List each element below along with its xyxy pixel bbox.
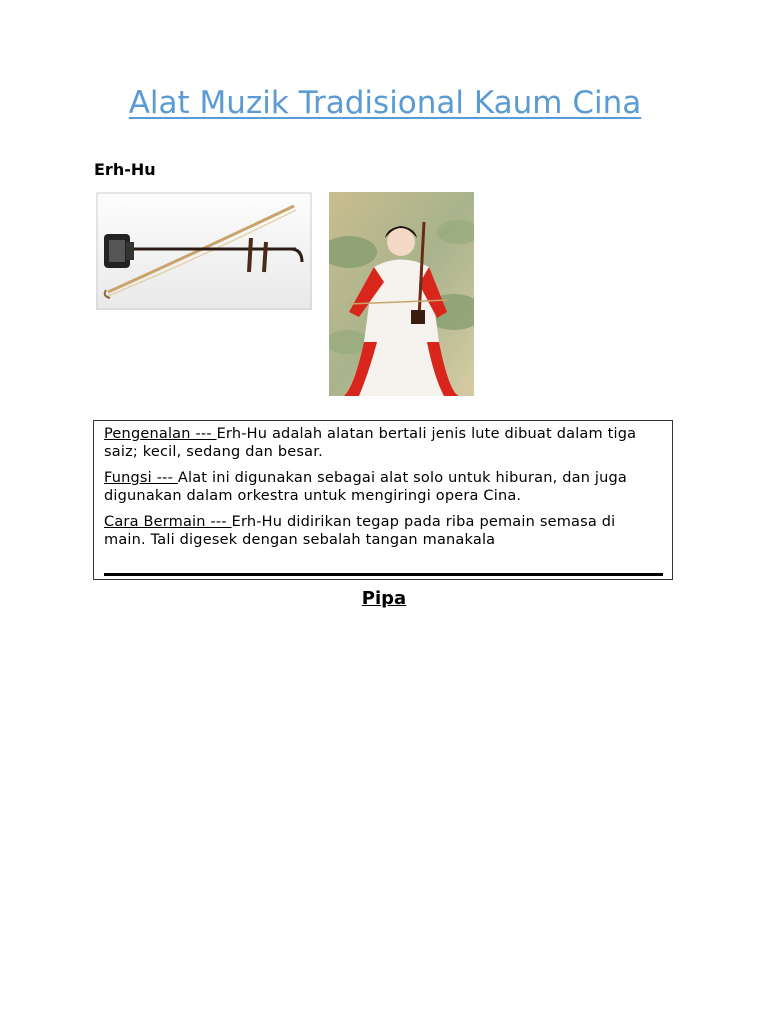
label-cara-bermain: Cara Bermain --- [104,514,232,530]
box-divider [104,573,663,576]
paragraph-pengenalan [104,425,662,461]
section-heading-erhu: Erh-Hu [94,160,156,179]
erhu-instrument-photo [96,192,312,310]
text-pengenalan: Erh-Hu adalah alatan bertali jenis lute dibuat dalam tiga saiz; kecil, sedang dan besar. [104,426,637,460]
text-cara-bermain: Erh-Hu didirikan tegap pada riba pemain semasa di main. Tali digesek dengan sebalah tangan manakala [104,514,616,548]
paragraph-cara-bermain [104,513,662,549]
text-fungsi: Alat ini digunakan sebagai alat solo untuk hiburan, dan juga digunakan dalam orkestra untuk mengiringi opera Cina. [104,470,628,504]
paragraph-fungsi [104,469,662,505]
page-title: Alat Muzik Tradisional Kaum Cina [128,85,642,121]
info-box [93,420,673,580]
erhu-icon [96,192,312,310]
player-icon [329,192,474,396]
label-fungsi: Fungsi --- [104,470,178,486]
label-pengenalan: Pengenalan --- [104,426,217,442]
erhu-player-photo [329,192,474,396]
section-heading-pipa: Pipa [361,588,407,609]
